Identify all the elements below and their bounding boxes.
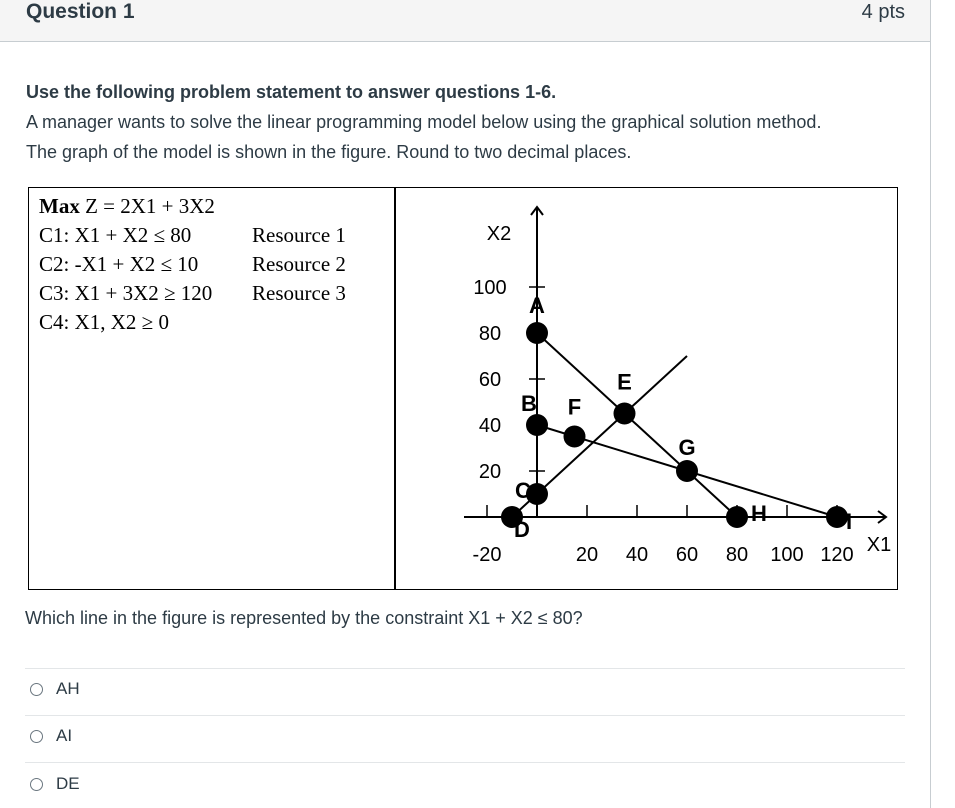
radio-button[interactable] bbox=[30, 778, 43, 791]
question-text: Which line in the figure is represented by the constraint X1 + X2 ≤ 80? bbox=[25, 608, 583, 628]
x-tick-label: 20 bbox=[575, 544, 599, 566]
option-divider bbox=[25, 762, 905, 763]
objective-function bbox=[39, 192, 215, 221]
point-label-a: A bbox=[529, 293, 545, 318]
objective-max: Max bbox=[39, 194, 80, 218]
point-label-d: D bbox=[514, 517, 530, 542]
x-tick-label: 120 bbox=[820, 544, 854, 566]
answer-option-ah[interactable] bbox=[30, 677, 80, 701]
y-tick-label: 100 bbox=[473, 277, 507, 299]
point-a bbox=[526, 322, 548, 344]
point-label-i: I bbox=[845, 509, 853, 534]
option-divider bbox=[25, 715, 905, 716]
point-e bbox=[614, 403, 636, 425]
x-axis-label: X1 bbox=[866, 534, 892, 556]
point-label-f: F bbox=[567, 394, 582, 420]
option-divider bbox=[25, 668, 905, 669]
y-tick-label: 60 bbox=[478, 369, 502, 391]
constraint-graph bbox=[396, 188, 897, 588]
constraint-c3-resource: Resource 3 bbox=[252, 281, 346, 305]
x-tick-label: 40 bbox=[625, 544, 649, 566]
x-tick-label: 60 bbox=[675, 544, 699, 566]
point-label-g: G bbox=[678, 435, 696, 460]
point-label-b: B bbox=[521, 391, 537, 416]
radio-button[interactable] bbox=[30, 683, 43, 696]
y-tick-label: 80 bbox=[478, 323, 502, 345]
answer-option-ai[interactable] bbox=[30, 724, 72, 748]
question-points: 4 pts bbox=[861, 1, 905, 23]
page-edge-rule bbox=[930, 0, 931, 808]
radio-button[interactable] bbox=[30, 730, 43, 743]
constraint-c1-resource: Resource 1 bbox=[252, 223, 346, 247]
answer-option-de[interactable] bbox=[30, 772, 80, 796]
point-label-h: H bbox=[751, 501, 767, 526]
objective-expression: Z = 2X1 + 3X2 bbox=[85, 194, 215, 218]
point-h bbox=[726, 506, 748, 528]
lp-model bbox=[39, 192, 346, 337]
point-f bbox=[564, 426, 586, 448]
constraint-c2-text: C2: -X1 + X2 ≤ 10 bbox=[39, 252, 199, 276]
statement-line-2: The graph of the model is shown in the figure. Round to two decimal places. bbox=[26, 142, 632, 162]
y-axis-label: X2 bbox=[486, 223, 512, 245]
constraint-c4 bbox=[39, 308, 215, 337]
point-g bbox=[676, 460, 698, 482]
statement-line-1: A manager wants to solve the linear programming model below using the graphical solution method. bbox=[26, 112, 822, 132]
question-title: Question 1 bbox=[26, 0, 135, 23]
x-tick-label: 80 bbox=[725, 544, 749, 566]
point-b bbox=[526, 414, 548, 436]
constraint-c2 bbox=[39, 250, 346, 279]
constraint-c3-text: C3: X1 + 3X2 ≥ 120 bbox=[39, 281, 213, 305]
problem-figure bbox=[28, 187, 898, 590]
constraint-line-ah bbox=[537, 333, 737, 517]
constraint-c3 bbox=[39, 279, 346, 308]
answer-option-label: AI bbox=[56, 726, 73, 745]
x-tick-label: 100 bbox=[770, 544, 804, 566]
constraint-c4-text: C4: X1, X2 ≥ 0 bbox=[39, 310, 169, 334]
answer-option-label: DE bbox=[56, 774, 80, 793]
point-label-c: C bbox=[515, 478, 531, 503]
point-label-e: E bbox=[617, 369, 632, 395]
x-tick-label: -20 bbox=[472, 544, 502, 566]
statement-intro: Use the following problem statement to answer questions 1-6. bbox=[26, 82, 557, 102]
y-tick-label: 40 bbox=[478, 415, 502, 437]
constraint-c2-resource: Resource 2 bbox=[252, 252, 346, 276]
question-header bbox=[0, 0, 930, 42]
answer-option-label: AH bbox=[56, 679, 80, 698]
constraint-c1 bbox=[39, 221, 346, 250]
point-i bbox=[826, 506, 848, 528]
constraint-c1-text: C1: X1 + X2 ≤ 80 bbox=[39, 223, 192, 247]
y-tick-label: 20 bbox=[478, 461, 502, 483]
